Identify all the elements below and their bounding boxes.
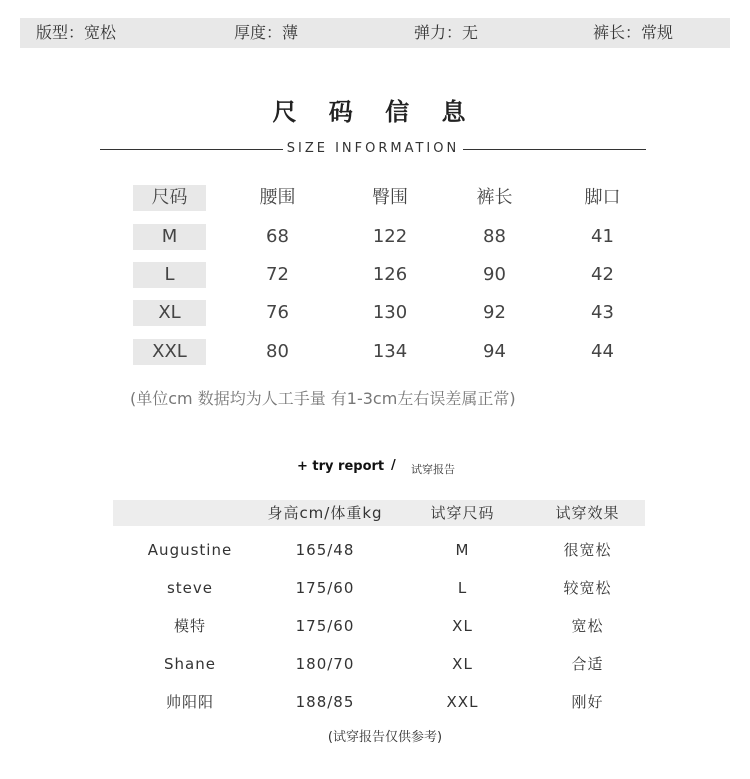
size-header-cell: 腰围: [259, 187, 296, 208]
report-cell: steve: [166, 579, 214, 597]
size-header-cell: 尺码: [133, 185, 206, 211]
size-info-subtitle-text: SIZE INFORMATION: [283, 141, 463, 156]
size-value-cell: 72: [266, 264, 289, 285]
size-label-cell: XXL: [133, 339, 206, 365]
report-cell: 帅阳阳: [165, 693, 214, 711]
size-value-cell: 76: [266, 302, 289, 323]
size-value-cell: 43: [591, 302, 614, 323]
report-cell: 188/85: [295, 693, 355, 711]
report-cell: M: [455, 541, 470, 559]
report-cell: L: [457, 579, 468, 597]
report-cell: XXL: [446, 693, 479, 711]
size-label-cell: M: [133, 224, 206, 250]
attribute-elasticity: 弹力：无: [414, 23, 479, 42]
report-header-cell: 身高cm/体重kg: [267, 504, 383, 522]
report-cell: 合适: [571, 655, 604, 673]
report-cell: 165/48: [295, 541, 355, 559]
size-info-subtitle-wrap: [100, 139, 646, 159]
try-report-slash: /: [391, 458, 396, 473]
size-value-cell: 130: [372, 302, 408, 323]
size-value-cell: 41: [591, 226, 614, 247]
size-header-cell: 裤长: [476, 187, 513, 208]
report-cell: 175/60: [295, 617, 355, 635]
size-info-subtitle: [100, 139, 646, 159]
try-report-title: + try report: [297, 459, 385, 474]
try-report-title-cn: 试穿报告: [411, 463, 455, 476]
size-label-cell: XL: [133, 300, 206, 326]
report-header-cell: 试穿尺码: [430, 504, 495, 522]
attribute-bar: [20, 18, 730, 48]
report-cell: 很宽松: [563, 541, 612, 559]
size-note: (单位cm 数据均为人工手量 有1-3cm左右误差属正常): [130, 389, 516, 408]
size-value-cell: 44: [591, 341, 614, 362]
size-value-cell: 90: [483, 264, 506, 285]
size-value-cell: 122: [372, 226, 408, 247]
size-label-cell: L: [133, 262, 206, 288]
report-cell: 宽松: [571, 617, 604, 635]
size-value-cell: 88: [483, 226, 506, 247]
report-cell: XL: [452, 617, 473, 635]
report-note: (试穿报告仅供参考): [327, 730, 443, 745]
size-header-cell: 臀围: [372, 187, 408, 208]
report-cell: 较宽松: [563, 579, 612, 597]
size-value-cell: 42: [591, 264, 614, 285]
size-value-cell: 134: [372, 341, 408, 362]
report-cell: XL: [452, 655, 473, 673]
report-cell: Augustine: [147, 541, 233, 559]
report-cell: 模特: [173, 617, 206, 635]
attribute-thickness: 厚度：薄: [234, 23, 299, 42]
size-info-title: 尺 码 信 息: [272, 98, 478, 126]
size-value-cell: 68: [266, 226, 289, 247]
report-header-cell: 试穿效果: [555, 504, 620, 522]
report-cell: 175/60: [295, 579, 355, 597]
report-cell: 180/70: [295, 655, 355, 673]
size-value-cell: 80: [266, 341, 289, 362]
size-value-cell: 126: [372, 264, 408, 285]
attribute-fit: 版型：宽松: [36, 23, 117, 42]
report-cell: Shane: [164, 655, 216, 673]
size-value-cell: 94: [483, 341, 506, 362]
size-value-cell: 92: [483, 302, 506, 323]
attribute-length: 裤长：常规: [593, 23, 674, 42]
size-header-cell: 脚口: [584, 187, 621, 208]
report-cell: 刚好: [571, 693, 604, 711]
